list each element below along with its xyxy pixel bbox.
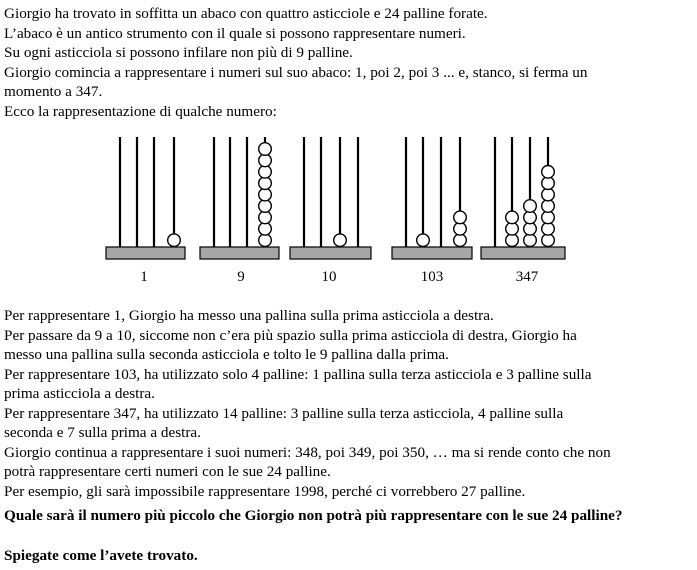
abacus-bead [542,166,555,179]
abacus [200,137,279,285]
abacus-label: 103 [420,269,444,285]
abacus-bead [168,234,181,247]
abacus-base [481,247,565,259]
intro-line: L’abaco è un antico strumento con il quale si possono rappresentare numeri. [4,24,466,42]
explanation-line: Per esempio, gli sarà impossibile rappresentare 1998, perché ci vorrebbero 27 palline. [4,482,526,500]
abacus-bead [454,211,467,224]
explanation-line: prima asticciola a destra. [4,385,155,402]
intro-line: Giorgio comincia a rappresentare i numeri sul suo abaco: 1, poi 2, poi 3 ... e, stanco, si ferma un [4,63,588,81]
intro-line: Giorgio ha trovato in soffitta un abaco con quattro asticciole e 24 palline forate. [4,5,488,22]
abacus-base [290,247,371,259]
abacus-base [106,247,185,259]
explanation-paragraph [4,306,694,501]
abacus-bead [417,234,430,247]
explanation-line: Per passare da 9 a 10, siccome non c’era più spazio sulla prima asticciola di destra, Giorgio ha [4,326,577,344]
explanation-line: Per rappresentare 103, ha utilizzato solo 4 palline: 1 pallina sulla terza asticciola e 3 palline sulla [4,365,592,383]
instruction-text: Spiegate come l’avete trovato. [4,547,198,564]
intro-line: Su ogni asticciola si possono infilare non più di 9 palline. [4,44,353,61]
abacus [392,137,472,285]
abacus-label: 1 [140,269,148,285]
abacus [106,137,185,285]
abacus-label: 10 [321,269,337,285]
explanation-line: Giorgio continua a rappresentare i suoi numeri: 348, poi 349, poi 350, … ma si rende conto che non [4,443,611,461]
abacus-bead [259,143,272,156]
explanation-line: messo una pallina sulla seconda asticciola e tolto le 9 pallina dalla prima. [4,346,449,363]
abacus-label: 9 [237,269,245,285]
intro-line: Ecco la rappresentazione di qualche numero: [4,102,277,120]
abacus [481,137,565,285]
abacus-bead [506,211,519,224]
abacus-label: 347 [515,269,539,285]
intro-line: momento a 347. [4,83,103,100]
abacus-base [200,247,279,259]
abacus-bead [524,200,537,213]
explanation-line: Per rappresentare 1, Giorgio ha messo una pallina sulla prima asticciola a destra. [4,307,494,324]
abacus-base [392,247,472,259]
explanation-line: Per rappresentare 347, ha utilizzato 14 palline: 3 palline sulla terza asticciola, 4 palline sulla [4,404,564,422]
question-text: Quale sarà il numero più piccolo che Giorgio non potrà più rappresentare con le sue 24 palline? [4,507,623,524]
abacus-bead [334,234,347,247]
abacus [290,137,371,285]
explanation-line: potrà rappresentare certi numeri con le sue 24 palline. [4,463,331,480]
explanation-line: seconda e 7 sulla prima a destra. [4,424,201,441]
